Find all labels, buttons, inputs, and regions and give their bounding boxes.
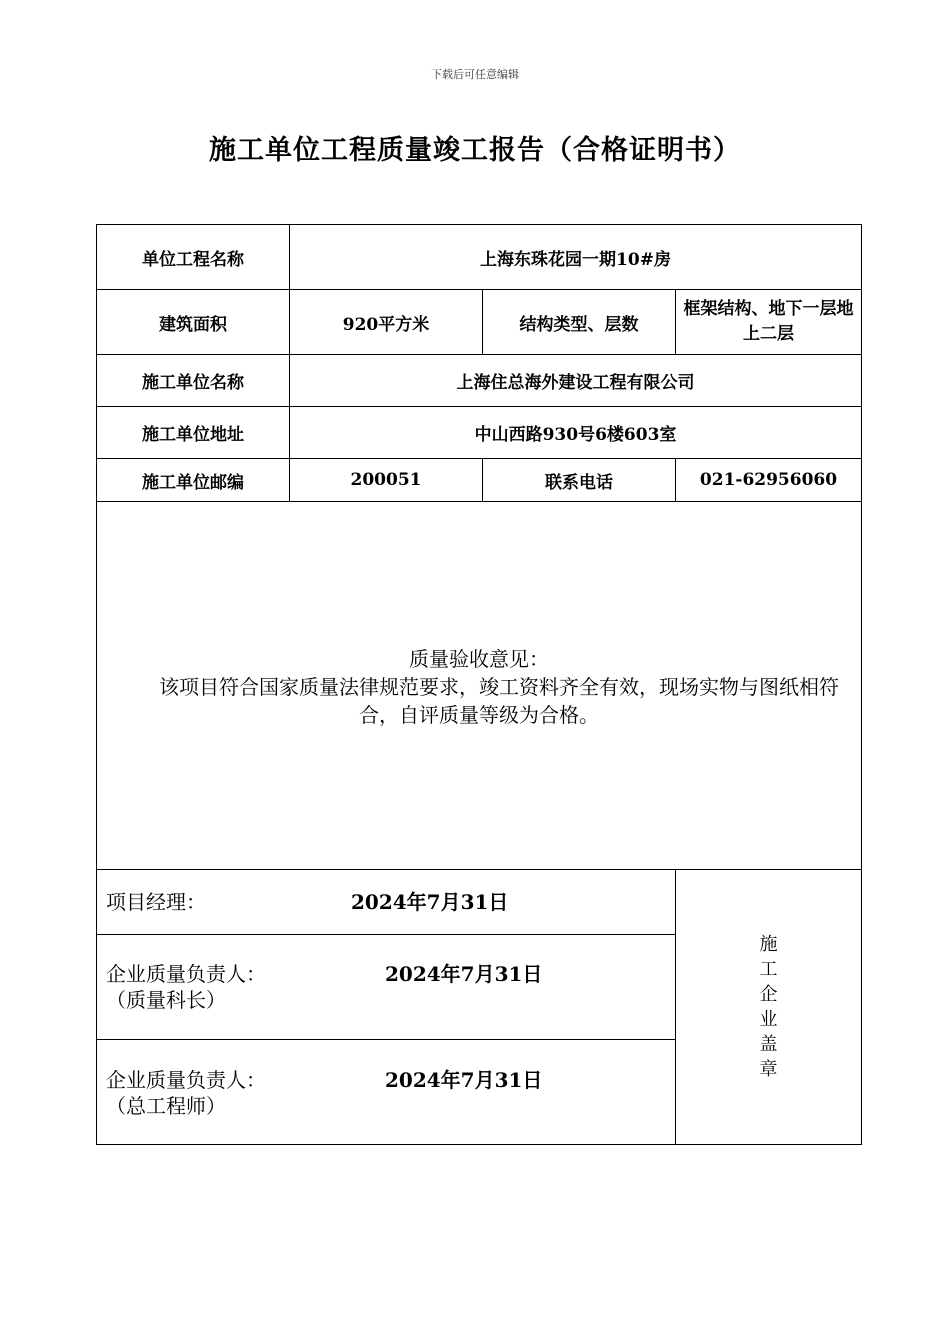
quality-chief-label: 企业质量负责人： xyxy=(106,962,266,986)
chief-engineer-date: 2024年7月31日 xyxy=(385,1068,543,1092)
document-title: 施工单位工程质量竣工报告（合格证明书） xyxy=(209,135,741,166)
quality-chief-subtitle: （质量科长） xyxy=(106,988,226,1012)
company-stamp-cell xyxy=(676,870,862,1145)
quality-chief-date: 2024年7月31日 xyxy=(385,962,543,986)
row-area-structure xyxy=(97,290,862,355)
chief-engineer-subtitle: （总工程师） xyxy=(106,1094,226,1118)
address-value: 中山西路930号6楼603室 xyxy=(290,407,862,459)
opinion-text: 该项目符合国家质量法律规范要求，竣工资料齐全有效，现场实物与图纸相符合，自评质量等级为合格。 xyxy=(159,674,839,727)
phone-value: 021-62956060 xyxy=(676,459,862,502)
project-name-value: 上海东珠花园一期10#房 xyxy=(290,225,862,290)
company-stamp-label: 施工企业盖章 xyxy=(759,934,778,1080)
project-manager-cell xyxy=(97,870,676,935)
company-label: 施工单位名称 xyxy=(97,355,290,407)
opinion-label: 质量验收意见： xyxy=(409,646,549,671)
structure-value: 框架结构、地下一层地上二层 xyxy=(676,290,862,355)
project-name-label: 单位工程名称 xyxy=(97,225,290,290)
row-address xyxy=(97,407,862,459)
address-label: 施工单位地址 xyxy=(97,407,290,459)
row-postcode-phone xyxy=(97,459,862,502)
row-project-manager xyxy=(97,870,862,935)
phone-label: 联系电话 xyxy=(483,459,676,502)
structure-label: 结构类型、层数 xyxy=(483,290,676,355)
row-company xyxy=(97,355,862,407)
company-value: 上海住总海外建设工程有限公司 xyxy=(290,355,862,407)
postcode-value: 200051 xyxy=(290,459,483,502)
quality-chief-cell xyxy=(97,935,676,1040)
area-label: 建筑面积 xyxy=(97,290,290,355)
chief-engineer-cell xyxy=(97,1040,676,1145)
project-manager-date: 2024年7月31日 xyxy=(351,890,509,914)
area-value: 920平方米 xyxy=(290,290,483,355)
chief-engineer-label: 企业质量负责人： xyxy=(106,1068,266,1092)
report-form xyxy=(96,224,862,1145)
postcode-label: 施工单位邮编 xyxy=(97,459,290,502)
opinion-cell xyxy=(97,502,862,870)
header-note: 下载后可任意编辑 xyxy=(431,68,519,81)
row-opinion xyxy=(97,502,862,870)
row-project-name xyxy=(97,225,862,290)
project-manager-label: 项目经理： xyxy=(106,890,206,914)
